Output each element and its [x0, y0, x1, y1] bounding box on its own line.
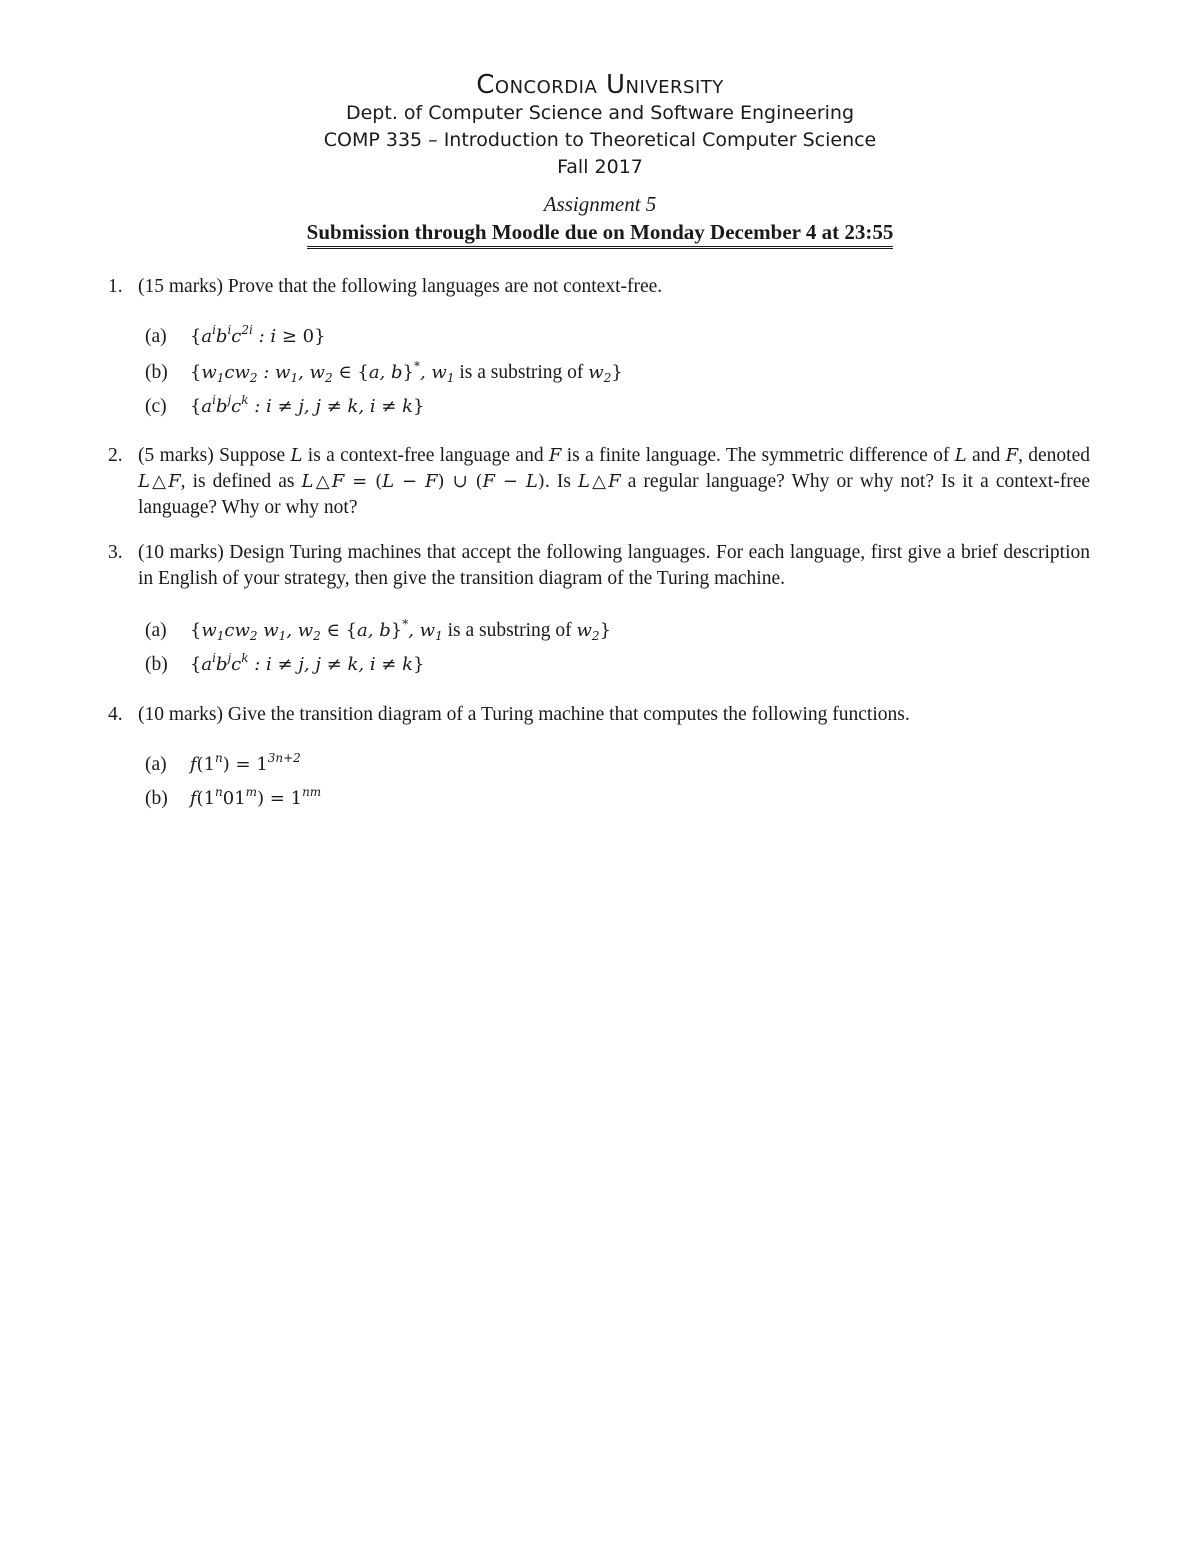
- part-label: (c): [145, 396, 167, 417]
- course-title: COMP 335 – Introduction to Theoretical Computer Science: [323, 129, 877, 151]
- text-run: is a finite language. The symmetric difference of: [561, 445, 955, 466]
- part-text: is a substring of: [454, 362, 589, 383]
- math-symbol: F: [548, 445, 562, 466]
- text-run: is a context-free language and: [302, 445, 549, 466]
- due-date: [0, 220, 1200, 249]
- question-3-part-a: [145, 617, 611, 643]
- question-number: 1.: [108, 276, 123, 297]
- text-run: (5 marks) Suppose: [138, 445, 291, 466]
- part-label: (a): [145, 620, 167, 641]
- math-expression: $f(1^n) = 1^{3n+2}$: [189, 751, 301, 775]
- text-run: , is defined as: [180, 471, 302, 492]
- question-text: (15 marks) Prove that the following languages are not context-free.: [138, 276, 663, 297]
- part-label: (b): [145, 362, 168, 383]
- term: Fall 2017: [557, 156, 643, 178]
- question-1-part-a: [145, 323, 326, 348]
- question-2: [108, 443, 1090, 521]
- question-number: 3.: [108, 542, 123, 563]
- text-run: and: [966, 445, 1006, 466]
- math-expression: {$a^ib^jc^k$ : i ≠ j, j ≠ k, i ≠ k}: [189, 393, 425, 417]
- math-expression: L△F: [138, 471, 181, 492]
- text-run: a regular language? Why or why not? Is it a context-free language? Why or why not?: [138, 471, 1091, 518]
- part-label: (a): [145, 326, 167, 347]
- university-name: Concordia University: [476, 70, 724, 100]
- question-text: (10 marks) Design Turing machines that accept the following languages. For each language, first give a brief description in English of your strategy, then give the transition diagram of the Turing machine.: [138, 542, 1090, 589]
- question-4-part-b: [145, 785, 321, 810]
- math-symbol: F: [1005, 445, 1019, 466]
- math-expression: {$w_1cw_2$ : $w_1$, $w_2$ ∈ {a, b}*, $w_1$: [189, 359, 455, 385]
- math-expression: $w_2$}: [588, 362, 623, 385]
- math-symbol: L: [290, 445, 303, 466]
- math-expression: $f(1^n01^m) = 1^{nm}$: [189, 785, 322, 809]
- math-expression: L△F = (L − F) ∪ (F − L): [301, 471, 545, 492]
- assignment-title: Assignment 5: [543, 192, 657, 216]
- question-1: [108, 274, 1090, 300]
- question-number: 4.: [108, 704, 123, 725]
- question-3: [108, 540, 1090, 592]
- question-text: [138, 443, 1090, 521]
- math-expression: $w_2$}: [576, 620, 612, 643]
- question-4: [108, 702, 1090, 728]
- department-name: Dept. of Computer Science and Software Engineering: [345, 102, 855, 124]
- part-label: (b): [145, 788, 168, 809]
- part-label: (b): [145, 654, 168, 675]
- math-expression: {$a^ib^ic^{2i}$ : i ≥ 0}: [189, 323, 326, 347]
- math-expression: L△F: [577, 471, 621, 492]
- text-run: , denoted: [1018, 445, 1091, 466]
- due-date-text: Submission through Moodle due on Monday December 4 at 23:55: [307, 220, 894, 249]
- math-expression: {$a^ib^jc^k$ : i ≠ j, j ≠ k, i ≠ k}: [189, 651, 425, 675]
- question-number: 2.: [108, 445, 123, 466]
- text-run: . Is: [544, 471, 578, 492]
- part-text: is a substring of: [442, 620, 577, 641]
- question-4-part-a: [145, 751, 301, 776]
- question-3-part-b: [145, 651, 424, 676]
- question-1-part-b: [145, 359, 623, 385]
- part-label: (a): [145, 754, 167, 775]
- math-expression: {$w_1cw_2$ $w_1$, $w_2$ ∈ {a, b}*, $w_1$: [189, 617, 443, 643]
- question-text: (10 marks) Give the transition diagram of a Turing machine that computes the following functions.: [138, 704, 910, 725]
- math-symbol: L: [954, 445, 967, 466]
- question-1-part-c: [145, 393, 424, 418]
